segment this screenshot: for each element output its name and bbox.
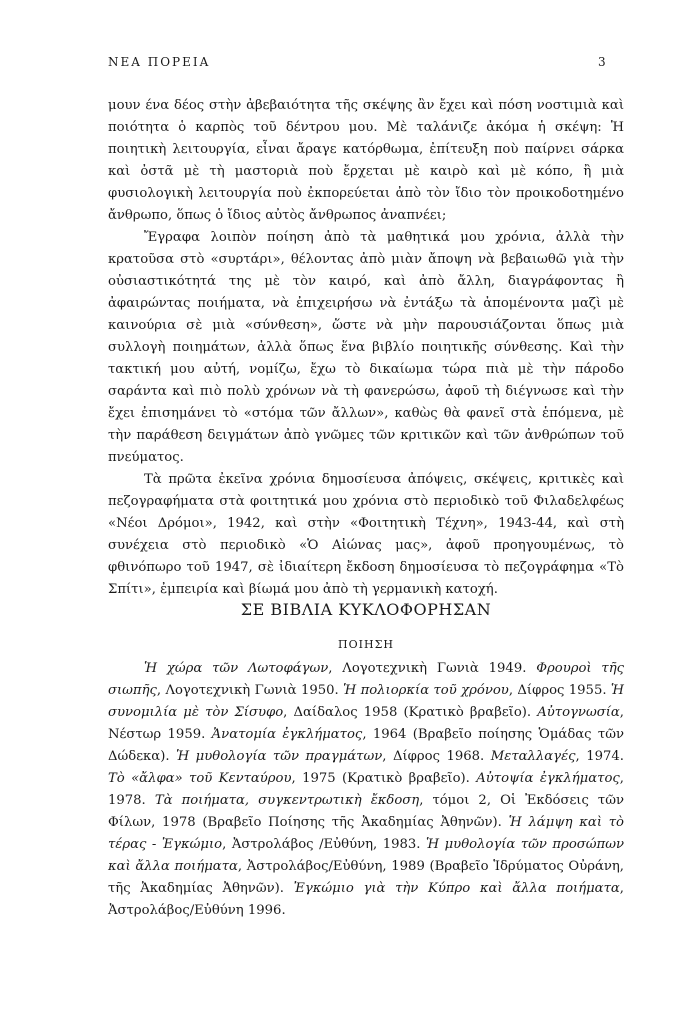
- book-title: Ἡ πολιορκία τοῦ χρόνου: [343, 683, 509, 698]
- body-text: [108, 95, 624, 601]
- book-details: , Δίφρος 1955.: [508, 683, 611, 698]
- running-head: ΝΕΑ ΠΟΡΕΙΑ: [108, 55, 211, 69]
- book-title: Ἡ χώρα τῶν Λωτοφάγων: [144, 661, 329, 676]
- book-details: , Δαίδαλος 1958 (Κρατικὸ βραβεῖο).: [283, 705, 538, 720]
- book-details: , 1974.: [575, 749, 624, 764]
- book-details: , 1978.: [108, 771, 624, 808]
- book-details: , Ἀστρολάβος /Εὐθύνη, 1983.: [222, 837, 427, 852]
- book-title: Αὐτοψία ἐγκλήματος: [476, 771, 620, 786]
- book-title: Ἡ μυθολογία τῶν πραγμάτων: [176, 749, 383, 764]
- book-details: , Ἀστρολάβος/Εὐθύνη, 1989 (Βραβεῖο Ἱδρύματος Οὐράνη, τῆς Ἀκαδημίας Ἀθηνῶν).: [108, 859, 624, 896]
- bibliography-entry: [343, 683, 611, 698]
- bibliography-entry: [144, 661, 536, 676]
- book-details: , Νέστωρ 1959.: [108, 705, 624, 742]
- bibliography-entry: [108, 771, 476, 786]
- bibliography-list: [108, 658, 624, 922]
- book-details: , Λογοτεχνικὴ Γωνιὰ 1950.: [156, 683, 344, 698]
- bibliography-entry: [491, 749, 624, 764]
- paragraph: Τὰ πρῶτα ἐκεῖνα χρόνια δημοσίευσα ἀπόψεις, σκέψεις, κριτικὲς καὶ πεζογραφήματα στὰ φοιτητικά μου χρόνια στὸ περιοδικὸ τοῦ Φιλαδελφέως «Νέοι Δρόμοι», 1942, καὶ στὴν «Φοιτητικὴ Τέχνη», 1943-44, καὶ στὴ συνέχεια στὸ περιοδικὸ «Ὁ Αἰώνας μας», ἀφοῦ προηγουμένως, τὸ φθινόπωρο τοῦ 1947, σὲ ἰδιαίτερη ἔκδοση δημοσίευσα τὸ πεζογράφημα «Τὸ Σπίτι», ἐμπειρία καὶ βίωμά μου ἀπὸ τὴ γερμανικὴ κατοχή.: [108, 472, 624, 597]
- book-details: , 1975 (Κρατικὸ βραβεῖο).: [291, 771, 477, 786]
- book-title: Ἡ μυθολογία τῶν προσώπων καὶ ἄλλα ποιήματα: [108, 837, 624, 874]
- book-title: Αὐτογνωσία: [537, 705, 620, 720]
- book-title: Φρουροὶ τῆς σιωπῆς: [108, 661, 624, 698]
- book-details: , τόμοι 2, Οἱ Ἐκδόσεις τῶν Φίλων, 1978 (Βραβεῖο Ποίησης τῆς Ἀκαδημίας Ἀθηνῶν).: [108, 793, 624, 830]
- page-number: 3: [598, 55, 606, 69]
- paragraph: μουν ένα δέος στὴν ἀβεβαιότητα τῆς σκέψης ἂν ἔχει καὶ πόση νοστιμιὰ καὶ ποιότητα ὁ καρπὸς τοῦ δέντρου μου. Μὲ ταλάνιζε ἀκόμα ἡ σκέψη: Ἡ ποιητικὴ λειτουργία, εἶναι ἄραγε κατόρθωμα, ἐπίτευξη ποὺ παίρνει σάρκα καὶ ὀστᾶ μὲ τὴ μαστοριὰ ποὺ ἔρχεται μὲ καιρὸ καὶ μὲ κόπο, ἢ μιὰ φυσιολογικὴ λειτουργία ποὺ ἐκπορεύεται ἀπὸ τὸν ἴδιο τὸν προικοδοτημένο ἄνθρωπο, ὅπως ὁ ἴδιος αὐτὸς ἄνθρωπος ἀναπνέει;: [108, 98, 624, 223]
- paragraph: Ἔγραφα λοιπὸν ποίηση ἀπὸ τὰ μαθητικά μου χρόνια, ἀλλὰ τὴν κρατοῦσα στὸ «συρτάρι», θέλοντας ἀπὸ μιὰν ἄποψη νὰ βεβαιωθῶ γιὰ τὴν οὐσιαστικότητά της μὲ τὸν καιρό, καὶ ἀπὸ ἄλλη, διαγράφοντας ἢ ἀφαιρώντας ποιήματα, νὰ ἐπιχειρήσω νὰ ἐντάξω τὰ ἀπομένοντα μαζὶ μὲ καινούρια σὲ μιὰ «σύνθεση», ὥστε νὰ μὴν παρουσιάζονται ὅπως μιὰ συλλογὴ ποιημάτων, ἀλλὰ ὅπως ἕνα βιβλίο ποιητικῆς σύνθεσης. Καὶ τὴν τακτική μου αὐτή, νομίζω, ἔχω τὸ δικαίωμα τώρα πιὰ μὲ τὴν πάροδο σαράντα καὶ πιὸ πολὺ χρόνων νὰ τὴ φανερώσω, ἀφοῦ τὴ διέγνωσε καὶ τὴν ἔχει ἐπισημάνει τὸ «στόμα τῶν ἄλλων», καθὼς θὰ φανεῖ στὰ ἑπόμενα, μὲ τὴν παράθεση δειγμάτων ἀπὸ γνῶμες τῶν κριτικῶν καὶ τῶν ἀνθρώπων τοῦ πνεύματος.: [108, 230, 624, 465]
- book-title: Ἀνατομία ἐγκλήματος: [211, 727, 363, 742]
- book-title: Ἡ λάμψη καὶ τὸ τέρας - Ἐγκώμιο: [108, 815, 624, 852]
- book-title: Ἐγκώμιο γιὰ τὴν Κύπρο καὶ ἄλλα ποιήματα: [293, 881, 620, 896]
- book-details: , Λογοτεχνικὴ Γωνιὰ 1949.: [328, 661, 537, 676]
- book-details: , Ἀστρολάβος/Εὐθύνη 1996.: [108, 881, 624, 918]
- bibliography-entry: [176, 749, 491, 764]
- book-title: Τὰ ποιήματα, συγκεντρωτικὴ ἔκδοση: [154, 793, 420, 808]
- book-title: Μεταλλαγές: [490, 749, 576, 764]
- book-details: , 1964 (Βραβεῖο ποίησης Ὁμάδας τῶν Δώδεκα).: [108, 727, 624, 764]
- section-title: ΣΕ ΒΙΒΛΙΑ ΚΥΚΛΟΦΟΡΗΣΑΝ: [240, 600, 492, 619]
- subsection-title: ΠΟΙΗΣΗ: [338, 638, 394, 651]
- book-details: , Δίφρος 1968.: [382, 749, 491, 764]
- book-title: Ἡ συνομιλία μὲ τὸν Σίσυφο: [108, 683, 625, 720]
- book-title: Τὸ «ἄλφα» τοῦ Κενταύρου: [108, 771, 292, 786]
